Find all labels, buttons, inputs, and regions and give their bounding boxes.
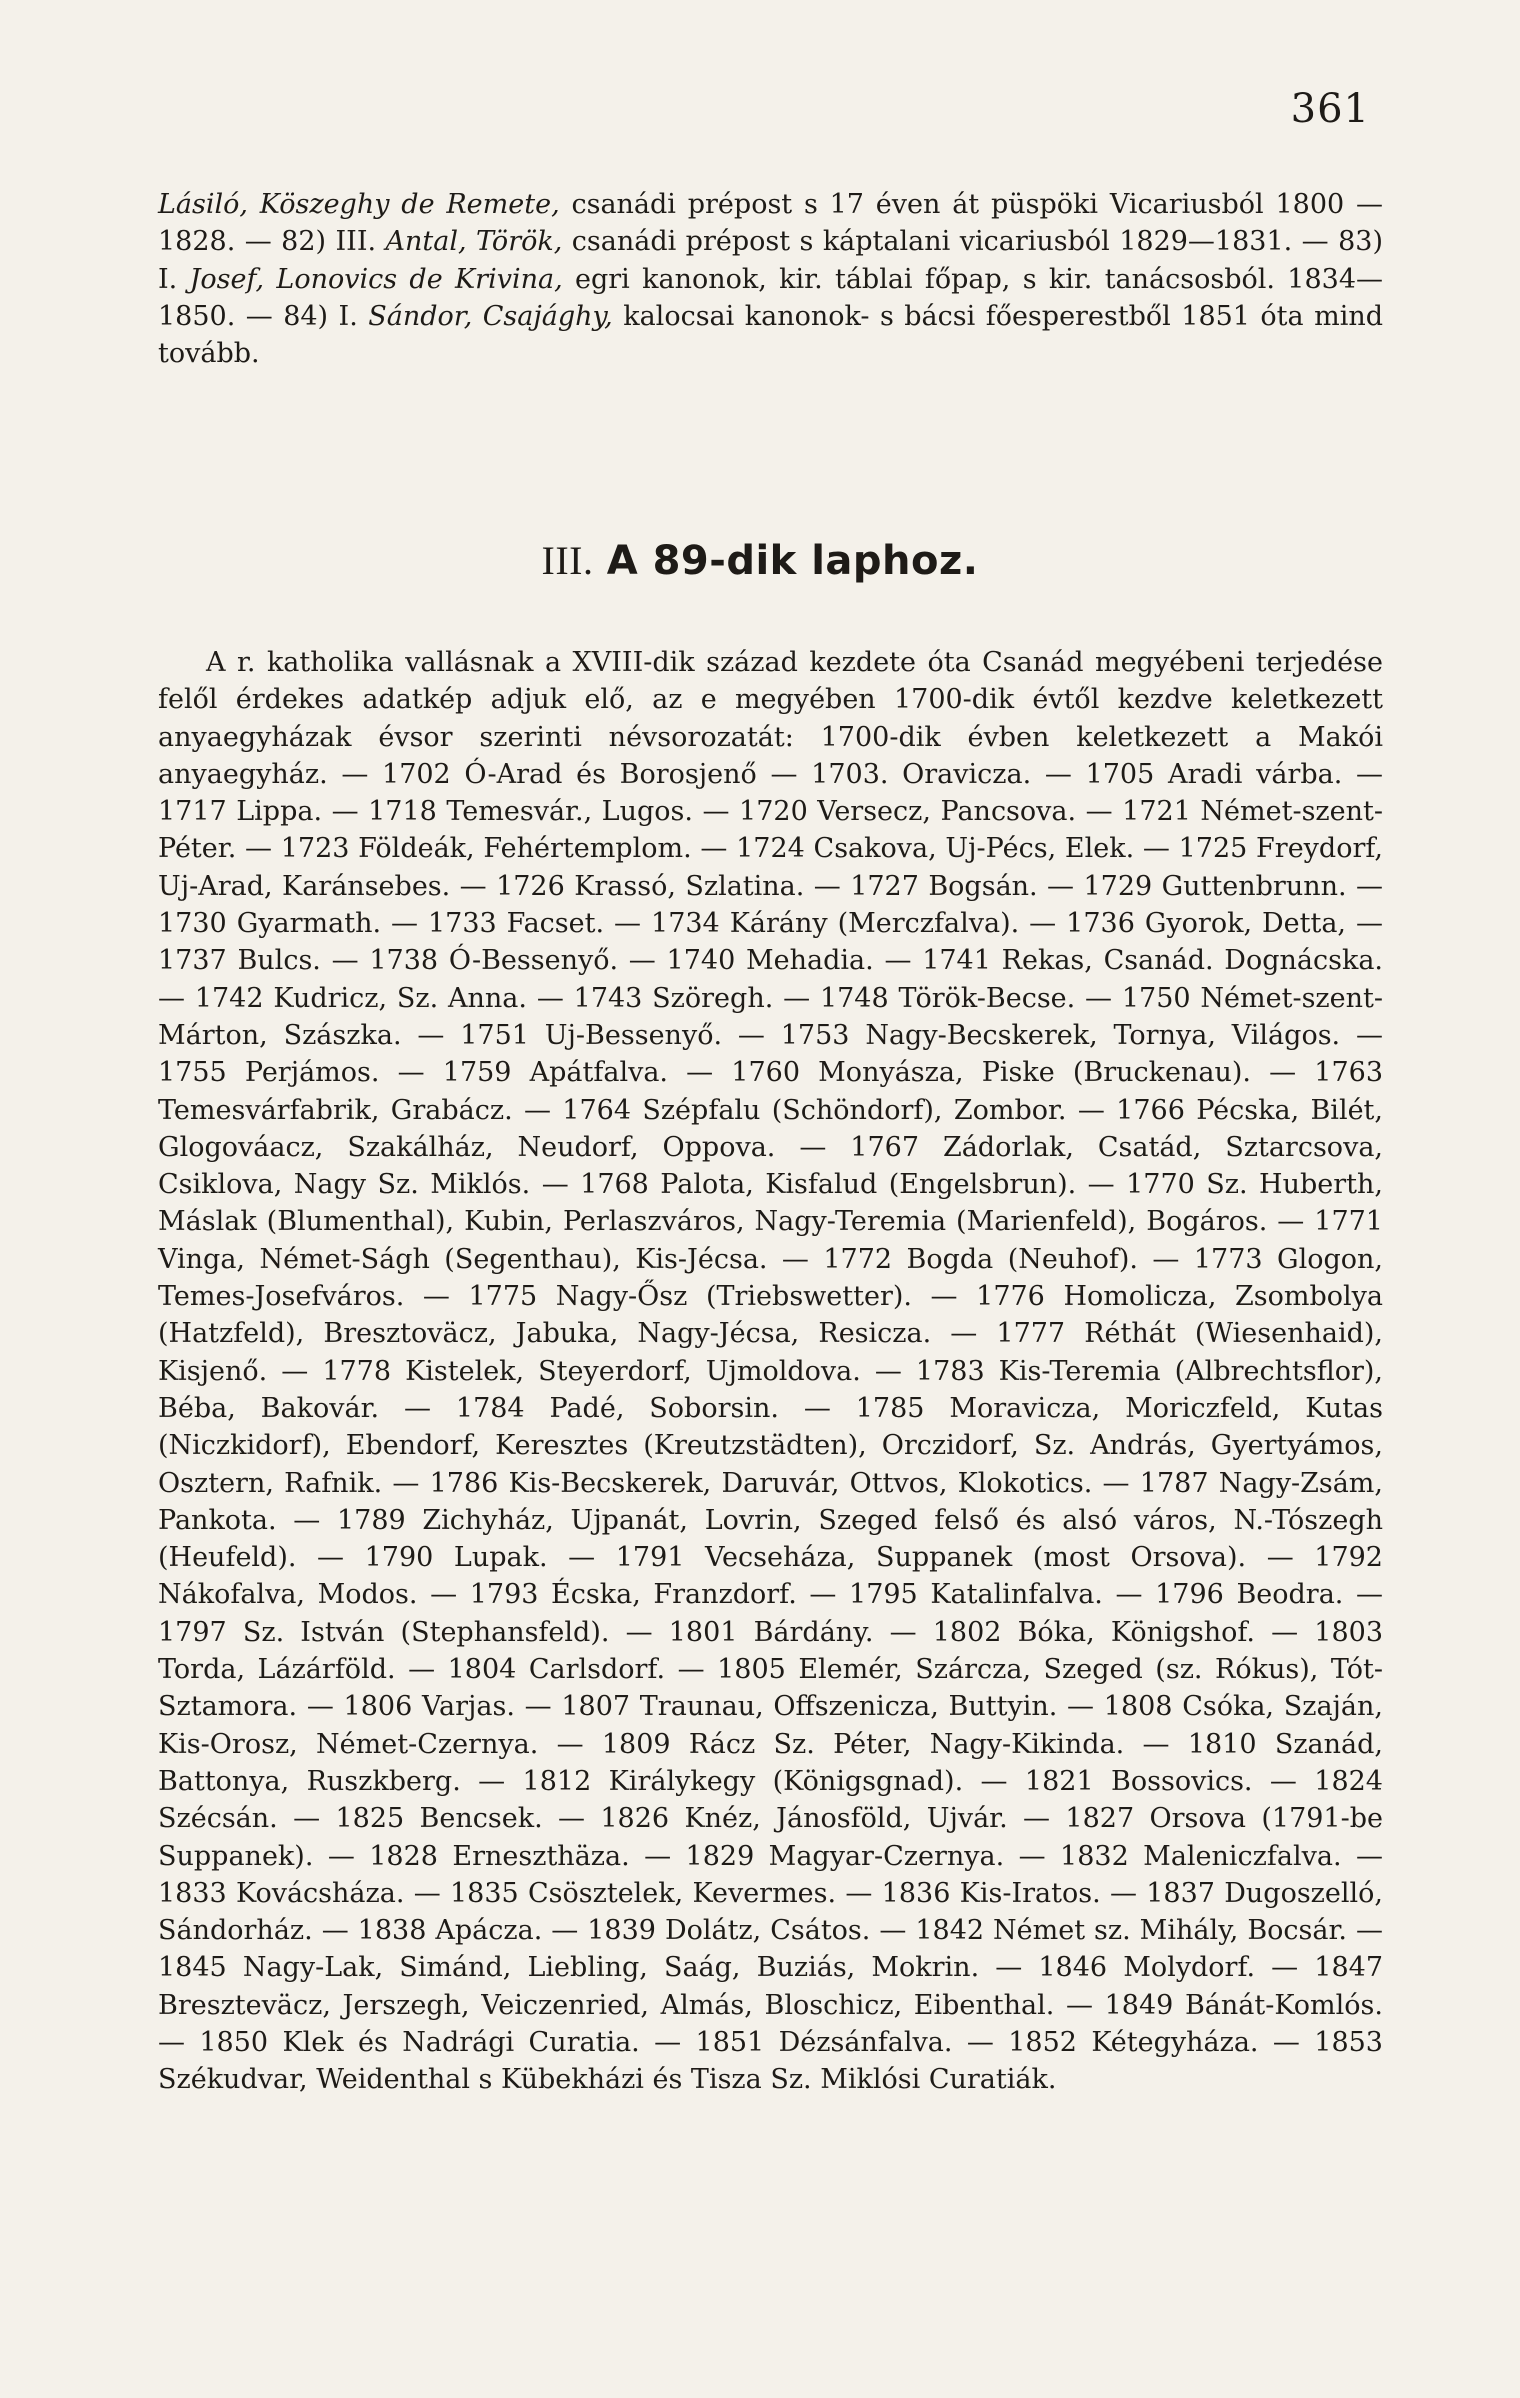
intro-segment: Lásiló, Köszeghy de Remete, [158,189,560,220]
section-body-paragraph: A r. katholika vallásnak a XVIII-dik század kezdete óta Csanád megyébeni terjedése felől érdekes adatkép adjuk elő, az e megyében 1700-dik évtől kezdve keletkezett anyaegyházak évsor szerinti névsorozatát: 1700-dik évben keletkezett a Makói anyaegyház. — 1702 Ó-Arad és Borosjenő — 1703. Oravicza. — 1705 Aradi várba. — 1717 Lippa. — 1718 Temesvár., Lugos. — 1720 Versecz, Pancsova. — 1721 Német-szent-Péter. — 1723 Földeák, Fehértemplom. — 1724 Csakova, Uj-Pécs, Elek. — 1725 Freydorf, Uj-Arad, Karánsebes. — 1726 Krassó, Szlatina. — 1727 Bogsán. — 1729 Guttenbrunn. — 1730 Gyarmath. — 1733 Facset. — 1734 Kárány (Merczfalva). — 1736 Gyorok, Detta, — 1737 Bulcs. — 1738 Ó-Bessenyő. — 1740 Mehadia. — 1741 Rekas, Csanád. Dognácska. — 1742 Kudricz, Sz. Anna. — 1743 Szöregh. — 1748 Török-Becse. — 1750 Német-szent-Márton, Szászka. — 1751 Uj-Bessenyő. — 1753 Nagy-Becskerek, Tornya, Világos. — 1755 Perjámos. — 1759 Apátfalva. — 1760 Monyásza, Piske (Bruckenau). — 1763 Temesvárfabrik, Grabácz. — 1764 Szépfalu (Schöndorf), Zombor. — 1766 Pécska, Bilét, Glogováacz, Szakálház, Neudorf, Oppova. — 1767 Zádorlak, Csatád, Sztarcsova, Csiklova, Nagy Sz. Miklós. — 1768 Palota, Kisfalud (Engelsbrun). — 1770 Sz. Huberth, Máslak (Blumenthal), Kubin, Perlaszváros, Nagy-Teremia (Marienfeld), Bogáros. — 1771 Vinga, Német-Ságh (Segenthau), Kis-Jécsa. — 1772 Bogda (Neuhof). — 1773 Glogon, Temes-Josefváros. — 1775 Nagy-Ősz (Triebswetter). — 1776 Homolicza, Zsombolya (Hatzfeld), Bresztoväcz, Jabuka, Nagy-Jécsa, Resicza. — 1777 Réthát (Wiesenhaid), Kisjenő. — 1778 Kistelek, Steyerdorf, Ujmoldova. — 1783 Kis-Teremia (Albrechtsflor), Béba, Bakovár. — 1784 Padé, Soborsin. — 1785 Moravicza, Moriczfeld, Kutas (Niczkidorf), Ebendorf, Keresztes (Kreutzstädten), Orczidorf, Sz. András, Gyertyámos, Osztern, Rafnik. — 1786 Kis-Becskerek, Daruvár, Ottvos, Klokotics. — 1787 Nagy-Zsám, Pankota. — 1789 Zichyház, Ujpanát, Lovrin, Szeged felső és alsó város, N.-Tószegh (Heufeld). — 1790 Lupak. — 1791 Vecseháza, Suppanek (most Orsova). — 1792 Nákofalva, Modos. — 1793 Écska, Franzdorf. — 1795 Katalinfalva. — 1796 Beodra. — 1797 Sz. István (Stephansfeld). — 1801 Bárdány. — 1802 Bóka, Königshof. — 1803 Torda, Lázárföld. — 1804 Carlsdorf. — 1805 Elemér, Szárcza, Szeged (sz. Rókus), Tót-Sztamora. — 1806 Varjas. — 1807 Traunau, Offszenicza, Buttyin. — 1808 Csóka, Szaján, Kis-Orosz, Német-Czernya. — 1809 Rácz Sz. Péter, Nagy-Kikinda. — 1810 Szanád, Battonya, Ruszkberg. — 1812 Királykegy (Königsgnad). — 1821 Bossovics. — 1824 Szécsán. — 1825 Bencsek. — 1826 Knéz, Jánosföld, Ujvár. — 1827 Orsova (1791-be Suppanek). — 1828 Erneszthäza. — 1829 Magyar-Czernya. — 1832 Maleniczfalva. — 1833 Kovácsháza. — 1835 Csösztelek, Kevermes. — 1836 Kis-Iratos. — 1837 Dugoszelló, Sándorház. — 1838 Apácza. — 1839 Dolátz, Csátos. — 1842 Német sz. Mihály, Bocsár. — 1845 Nagy-Lak, Simánd, Liebling, Saág, Buziás, Mokrin. — 1846 Molydorf. — 1847 Breszteväcz, Jerszegh, Veiczenried, Almás, Bloschicz, Eibenthal. — 1849 Bánát-Komlós. — 1850 Klek és Nadrági Curatia. — 1851 Dézsánfalva. — 1852 Kétegyháza. — 1853 Székudvar, Weidenthal s Kübekházi és Tisza Sz. Miklósi Curatiák. [158,647,1383,2096]
section-numeral: III. [541,538,594,583]
intro-segment: csanádi prépost s káptalani vicariusból 1829—1831. — 83) I. [158,226,1383,295]
section-heading [0,537,1520,584]
intro-segment: csanádi prépost s 17 éven át püspöki Vicariusból 1800 —1828. — 82) III. [158,189,1383,258]
intro-segment: Antal, Török, [385,226,563,258]
intro-segment: egri kanonok, kir. táblai főpap, s kir. tanácsosból. 1834—1850. — 84) I. [158,263,1384,332]
intro-segment: Josef, Lonovics de Krivina, [189,263,563,295]
section-title: A 89-dik laphoz. [606,538,979,584]
intro-paragraph [158,186,1383,372]
intro-segment: kalocsai kanonok- s bácsi főesperestből 1851 óta mind tovább. [158,300,1383,370]
page-number: 361 [1290,86,1370,132]
intro-segment: Sándor, Csajághy, [368,300,613,332]
